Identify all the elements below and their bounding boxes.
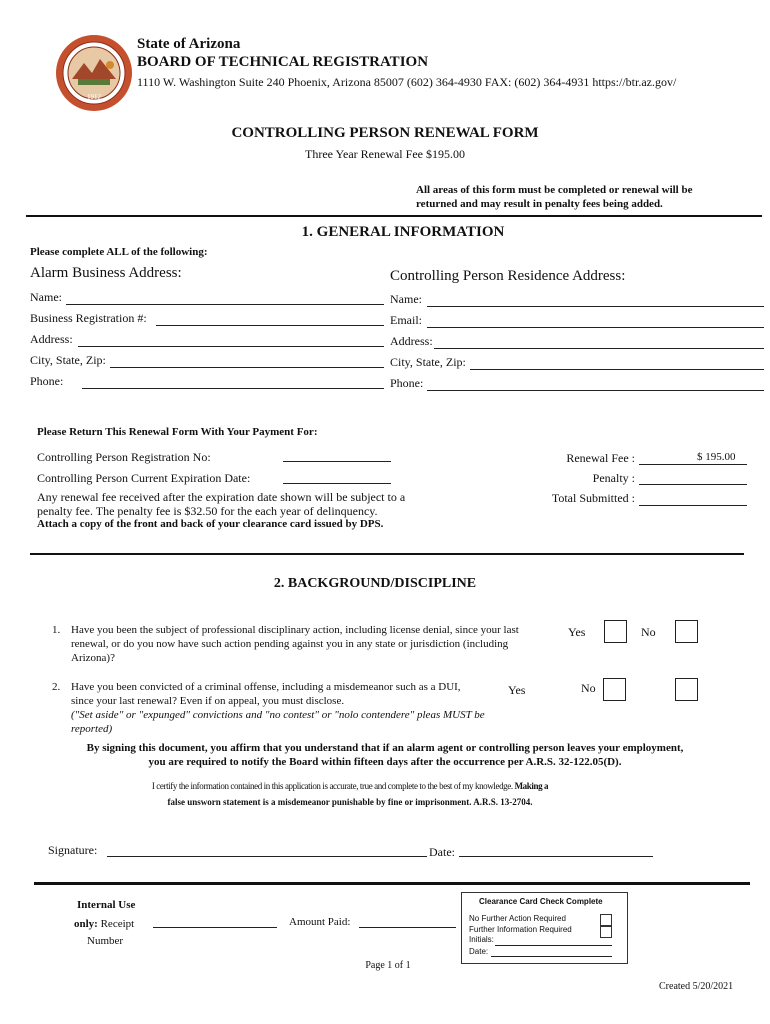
q2-line-2: since your last renewal? Even if on appeal, you must disclose.	[71, 695, 345, 707]
business-address-field[interactable]	[78, 346, 384, 347]
certify-statement	[0, 781, 700, 791]
q2-line-1: Have you been convicted of a criminal offense, including a misdemeanor such as a DUI,	[71, 681, 461, 693]
q1-line-2: renewal, or do you now have such action pending against you in any state or jurisdiction (including	[71, 638, 509, 650]
q2-line-3: ("Set aside" or "expunged" convictions and "no contest" or "nolo contendere" pleas MUST be	[71, 709, 485, 721]
q1-line-3: Arizona)?	[71, 652, 115, 664]
form-title: CONTROLLING PERSON RENEWAL FORM	[231, 125, 539, 141]
q1-number: 1.	[52, 624, 61, 636]
penalty-label: Penalty :	[592, 471, 635, 485]
date-label: Date:	[429, 845, 455, 859]
residence-city-field[interactable]	[470, 369, 764, 370]
affirm-line-1: By signing this document, you affirm that you understand that if an alarm agent or controlling person leaves your employment,	[86, 742, 684, 754]
signature-field[interactable]	[107, 856, 427, 857]
penalty-field[interactable]	[639, 484, 747, 485]
divider	[30, 553, 744, 555]
residence-address-field[interactable]	[434, 348, 764, 349]
background-heading: 2. BACKGROUND/DISCIPLINE	[273, 576, 477, 591]
q2-yes-checkbox[interactable]	[603, 678, 626, 701]
no-further-action-label: No Further Action Required	[469, 914, 566, 923]
amount-paid-field[interactable]	[359, 927, 456, 928]
residence-phone-label: Phone:	[390, 376, 424, 390]
residence-address-title: Controlling Person Residence Address:	[390, 268, 626, 284]
q2-no-label: No	[581, 681, 596, 695]
expiration-date-field[interactable]	[283, 483, 391, 484]
no-further-action-checkbox[interactable]	[600, 914, 612, 926]
further-info-label: Further Information Required	[469, 925, 572, 934]
signature-label: Signature:	[48, 843, 98, 857]
seal-year: 1912	[87, 93, 101, 101]
business-city-field[interactable]	[110, 367, 384, 368]
general-info-heading: 1. GENERAL INFORMATION	[301, 224, 505, 240]
expiration-date-label: Controlling Person Current Expiration Date:	[37, 471, 251, 485]
residence-address-label: Address:	[390, 334, 433, 348]
business-registration-field[interactable]	[156, 325, 384, 326]
total-submitted-field[interactable]	[639, 505, 747, 506]
page-number: Page 1 of 1	[365, 960, 411, 971]
fee-note: Three Year Renewal Fee $195.00	[305, 147, 465, 161]
business-registration-label: Business Registration #:	[30, 311, 147, 325]
residence-email-label: Email:	[390, 313, 422, 327]
residence-city-label: City, State, Zip:	[390, 355, 466, 369]
receipt-label: Receipt	[100, 918, 135, 930]
certify-bold-text: Making a	[514, 781, 549, 791]
penalty-note-line-2: penalty fee. The penalty fee is $32.50 for the each year of delinquency.	[37, 504, 378, 518]
further-info-checkbox[interactable]	[600, 926, 612, 938]
q1-no-checkbox[interactable]	[675, 620, 698, 643]
q1-no-label: No	[641, 625, 656, 639]
internal-use-title: Internal Use	[77, 899, 136, 911]
warning-line-2: returned and may result in penalty fees being added.	[416, 198, 663, 210]
arizona-state-seal	[54, 33, 134, 113]
false-statement-warning: false unsworn statement is a misdemeanor punishable by fine or imprisonment. A.R.S. 13-2704.	[167, 797, 533, 807]
clearance-card-box	[461, 892, 628, 964]
state-name: State of Arizona	[137, 36, 241, 52]
initials-field[interactable]	[495, 945, 612, 946]
clearance-date-label: Date:	[469, 947, 489, 956]
clearance-title: Clearance Card Check Complete	[479, 897, 603, 906]
business-phone-field[interactable]	[82, 388, 384, 389]
amount-paid-label: Amount Paid:	[289, 916, 351, 928]
board-name: BOARD OF TECHNICAL REGISTRATION	[137, 54, 429, 70]
renewal-fee-field[interactable]	[639, 464, 747, 465]
date-field[interactable]	[459, 856, 653, 857]
business-phone-label: Phone:	[30, 374, 64, 388]
number-label: Number	[87, 935, 124, 947]
warning-line-1: All areas of this form must be completed or renewal will be	[416, 184, 693, 196]
divider	[34, 882, 750, 885]
business-name-label: Name:	[30, 290, 62, 304]
divider	[26, 215, 762, 217]
affirm-line-2: you are required to notify the Board within fifteen days after the occurrence per A.R.S. 32-122.05(D).	[148, 756, 622, 768]
q1-line-1: Have you been the subject of professional disciplinary action, including license denial, since your last	[71, 624, 519, 636]
complete-all-instruction: Please complete ALL of the following:	[30, 246, 208, 258]
residence-email-field[interactable]	[427, 327, 764, 328]
penalty-note-line-1: Any renewal fee received after the expiration date shown will be subject to a	[37, 490, 406, 504]
attach-card-note: Attach a copy of the front and back of your clearance card issued by DPS.	[37, 518, 384, 530]
business-city-label: City, State, Zip:	[30, 353, 106, 367]
q1-yes-checkbox[interactable]	[604, 620, 627, 643]
business-name-field[interactable]	[66, 304, 384, 305]
board-address: 1110 W. Washington Suite 240 Phoenix, Arizona 85007 (602) 364-4930 FAX: (602) 364-4931 https://btr.az.gov/	[137, 75, 677, 89]
clearance-date-field[interactable]	[491, 956, 612, 957]
created-date: Created 5/20/2021	[659, 981, 734, 992]
residence-name-label: Name:	[390, 292, 422, 306]
internal-only-label: only:	[74, 918, 98, 930]
registration-no-label: Controlling Person Registration No:	[37, 450, 211, 464]
internal-receipt-label	[74, 918, 134, 930]
total-submitted-label: Total Submitted :	[551, 491, 635, 505]
renewal-fee-value: $ 195.00	[697, 451, 736, 463]
certify-plain-text: I certify the information contained in this application is accurate, true and complete to the best of my knowledge.	[151, 781, 513, 791]
residence-name-field[interactable]	[427, 306, 764, 307]
initials-label: Initials:	[469, 935, 494, 944]
q1-yes-label: Yes	[568, 625, 586, 639]
renewal-fee-label: Renewal Fee :	[566, 451, 635, 465]
payment-heading: Please Return This Renewal Form With Your Payment For:	[37, 426, 318, 438]
registration-no-field[interactable]	[283, 461, 391, 462]
q2-no-checkbox[interactable]	[675, 678, 698, 701]
residence-phone-field[interactable]	[427, 390, 764, 391]
q2-yes-label: Yes	[508, 683, 526, 697]
business-address-label: Address:	[30, 332, 73, 346]
receipt-number-field[interactable]	[153, 927, 277, 928]
q2-line-4: reported)	[71, 723, 113, 735]
q2-number: 2.	[52, 681, 61, 693]
alarm-business-address-title: Alarm Business Address:	[30, 265, 182, 281]
